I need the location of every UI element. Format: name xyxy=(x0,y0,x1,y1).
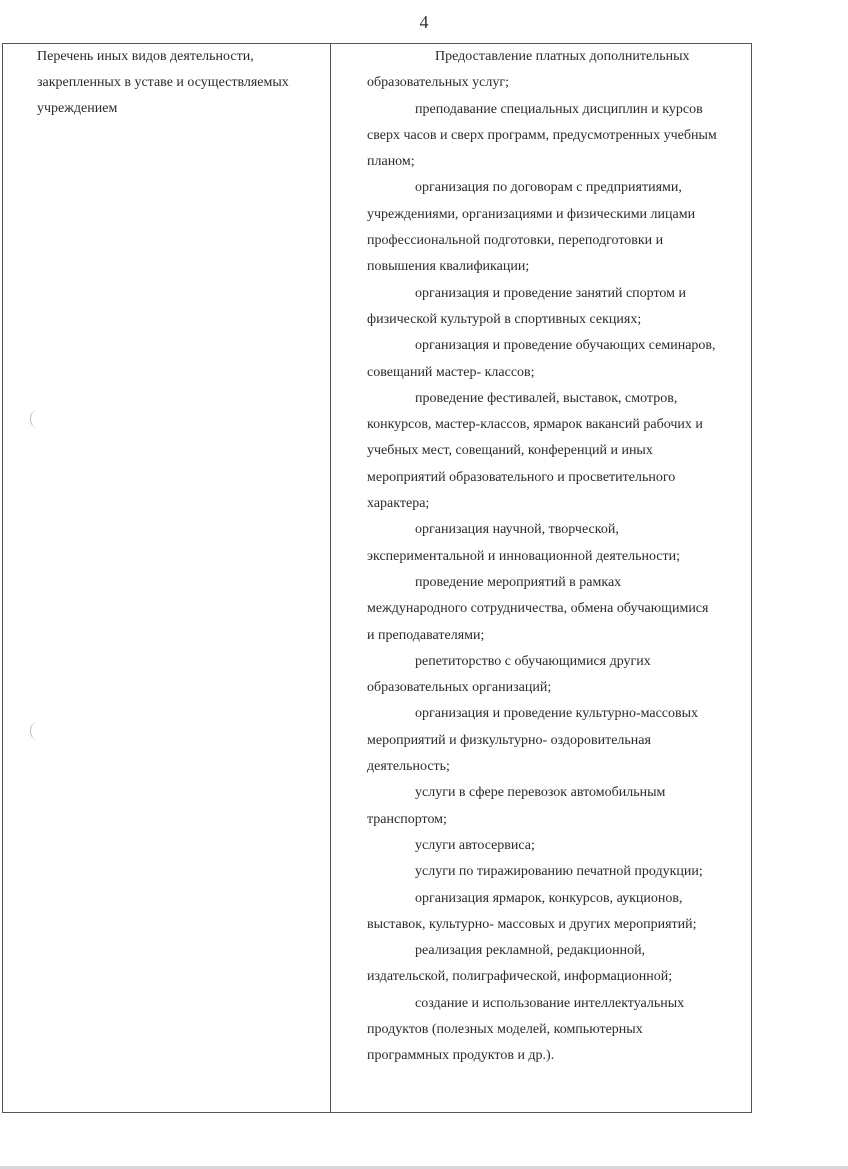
activity-item-line: выставок, культурно- массовых и других мероприятий; xyxy=(367,916,697,932)
activities-table xyxy=(2,43,752,1113)
activity-item-line: организация ярмарок, конкурсов, аукционов, xyxy=(415,890,683,906)
activity-item xyxy=(367,44,747,97)
activity-item xyxy=(367,833,747,859)
activity-item-line: образовательных услуг; xyxy=(367,75,509,91)
activity-item-line: проведение фестивалей, выставок, смотров, xyxy=(415,390,678,406)
activity-item xyxy=(367,886,747,939)
activity-item-line: транспортом; xyxy=(367,811,447,827)
activity-item-line: мероприятий и физкультурно- оздоровительная xyxy=(367,732,651,748)
activity-item-line: проведение мероприятий в рамках xyxy=(415,574,622,590)
activity-item-line: деятельность; xyxy=(367,759,450,775)
activity-item xyxy=(367,517,747,570)
activity-item-line: образовательных организаций; xyxy=(367,680,552,696)
activity-item-line: физической культурой в спортивных секциях; xyxy=(367,311,642,327)
activity-item-line: продуктов (полезных моделей, компьютерных xyxy=(367,1021,643,1037)
punch-hole-mark xyxy=(30,722,44,740)
activity-item-line: услуги в сфере перевозок автомобильным xyxy=(415,785,666,801)
activity-item-line: учреждениями, организациями и физическими лицами xyxy=(367,206,696,222)
left-cell-line: учреждением xyxy=(37,101,118,116)
activity-item-line: сверх часов и сверх программ, предусмотренных учебным xyxy=(367,127,717,143)
activity-item-line: услуги по тиражированию печатной продукции; xyxy=(415,864,703,880)
activity-item xyxy=(367,97,747,176)
activity-item-line: организация по договорам с предприятиями, xyxy=(415,180,682,196)
activity-item xyxy=(367,938,747,991)
activity-item-line: преподавание специальных дисциплин и курсов xyxy=(415,101,703,117)
activity-item-line: издательской, полиграфической, информационной; xyxy=(367,969,673,985)
activity-item-line: услуги автосервиса; xyxy=(415,837,535,853)
activity-item xyxy=(367,701,747,780)
activity-item-line: совещаний мастер- классов; xyxy=(367,364,535,380)
activity-item xyxy=(367,333,747,386)
activity-item-line: характера; xyxy=(367,496,430,512)
activity-item xyxy=(367,649,747,702)
activity-item xyxy=(367,281,747,334)
activity-item-line: репетиторство с обучающимися других xyxy=(415,653,651,669)
punch-hole-mark xyxy=(30,410,44,428)
activity-item-line: Предоставление платных дополнительных xyxy=(435,49,690,64)
activity-item-line: учебных мест, совещаний, конференций и иных xyxy=(367,443,653,459)
activity-item-line: планом; xyxy=(367,154,415,170)
activity-item-line: профессиональной подготовки, переподготовки и xyxy=(367,233,664,249)
activity-item-line: экспериментальной и инновационной деятельности; xyxy=(367,548,681,564)
table-left-cell xyxy=(3,44,331,1112)
activity-item-line: и преподавателями; xyxy=(367,627,485,643)
activity-item-line: создание и использование интеллектуальных xyxy=(415,995,685,1011)
left-cell-line: закрепленных в уставе и осуществляемых xyxy=(37,75,289,90)
page-number: 4 xyxy=(419,12,429,32)
activity-item-line: конкурсов, мастер-классов, ярмарок вакансий рабочих и xyxy=(367,417,703,433)
activity-item-line: организация научной, творческой, xyxy=(415,522,619,538)
activity-item xyxy=(367,859,747,885)
activity-item-line: организация и проведение обучающих семинаров, xyxy=(415,338,716,354)
left-cell-line: Перечень иных видов деятельности, xyxy=(37,49,254,64)
table-right-cell xyxy=(331,44,751,1112)
activity-item-line: международного сотрудничества, обмена обучающимися xyxy=(367,601,709,617)
activity-item-line: повышения квалификации; xyxy=(367,259,530,275)
activity-item xyxy=(367,386,747,517)
activity-item-line: организация и проведение культурно-массовых xyxy=(415,706,699,722)
activity-item-line: мероприятий образовательного и просветительного xyxy=(367,469,676,485)
activity-item xyxy=(367,780,747,833)
activity-item-line: реализация рекламной, редакционной, xyxy=(415,943,646,959)
activity-item-line: организация и проведение занятий спортом и xyxy=(415,285,687,301)
activity-item-line: программных продуктов и др.). xyxy=(367,1048,555,1064)
activity-item xyxy=(367,175,747,280)
activity-item xyxy=(367,991,747,1070)
activity-item xyxy=(367,570,747,649)
